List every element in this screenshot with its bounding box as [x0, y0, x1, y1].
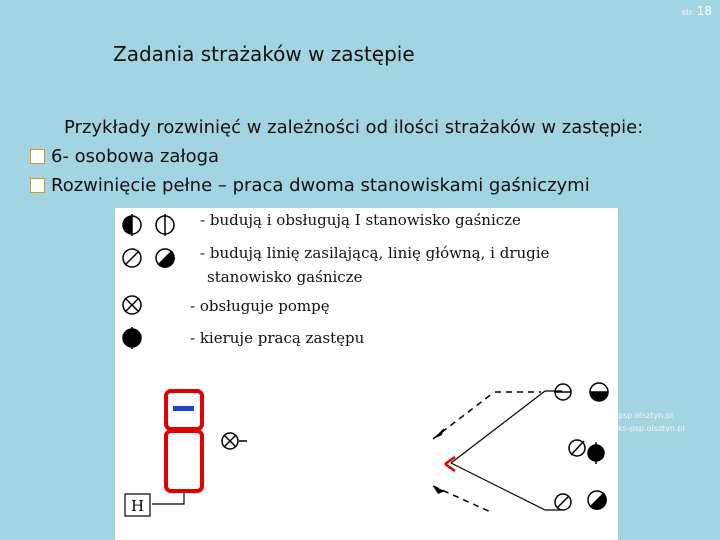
- legend-text: - budują i obsługują I stanowisko gaśnicze: [200, 211, 521, 229]
- legend-text: - budują linię zasilającą, linię główną, i drugie: [200, 244, 550, 262]
- legend-text: - kieruje pracą zastępu: [190, 329, 365, 347]
- bullet-item: [30, 175, 590, 196]
- page-number: [682, 4, 712, 18]
- nozzle-crew-2: [555, 491, 607, 510]
- slide-title: Zadania strażaków w zastępie: [113, 42, 415, 66]
- legend-symbol-slash-half: [156, 249, 175, 268]
- commander-symbol: [588, 442, 604, 464]
- checkbox-bullet-icon: [30, 149, 45, 164]
- line-operator: [569, 440, 585, 456]
- bullet-item: [30, 146, 219, 167]
- legend-symbol-cross: [123, 296, 141, 314]
- hydrant-label: H: [130, 497, 145, 515]
- legend-symbol-slash: [123, 249, 141, 267]
- deployment-diagram: [115, 208, 618, 540]
- legend-text: stanowisko gaśnicze: [207, 268, 363, 286]
- watermark-text: ks-psp.olsztyn.pl: [618, 424, 685, 433]
- legend-text: - obsługuje pompę: [190, 297, 330, 315]
- fire-truck: [166, 391, 202, 491]
- page-number-value: 18: [696, 4, 712, 18]
- hose-lines: [433, 391, 562, 513]
- legend-symbol-filled: [123, 327, 141, 349]
- page-number-label: str.: [681, 8, 695, 17]
- bullet-text: 6- osobowa załoga: [51, 146, 220, 167]
- checkbox-bullet-icon: [30, 178, 45, 193]
- nozzle-crew-1: [555, 383, 608, 401]
- legend-symbol-half-filled: [123, 214, 141, 236]
- bullet-text: Rozwinięcie pełne – praca dwoma stanowiskami gaśniczymi: [51, 175, 590, 196]
- pump-operator: [222, 433, 247, 449]
- intro-text: Przykłady rozwinięć w zależności od ilości strażaków w zastępie:: [64, 117, 644, 138]
- watermark-text: psp.olsztyn.pl: [618, 411, 674, 420]
- hydrant: [125, 494, 150, 516]
- legend-symbol-vertical-line: [156, 214, 174, 236]
- suction-line: [152, 493, 184, 504]
